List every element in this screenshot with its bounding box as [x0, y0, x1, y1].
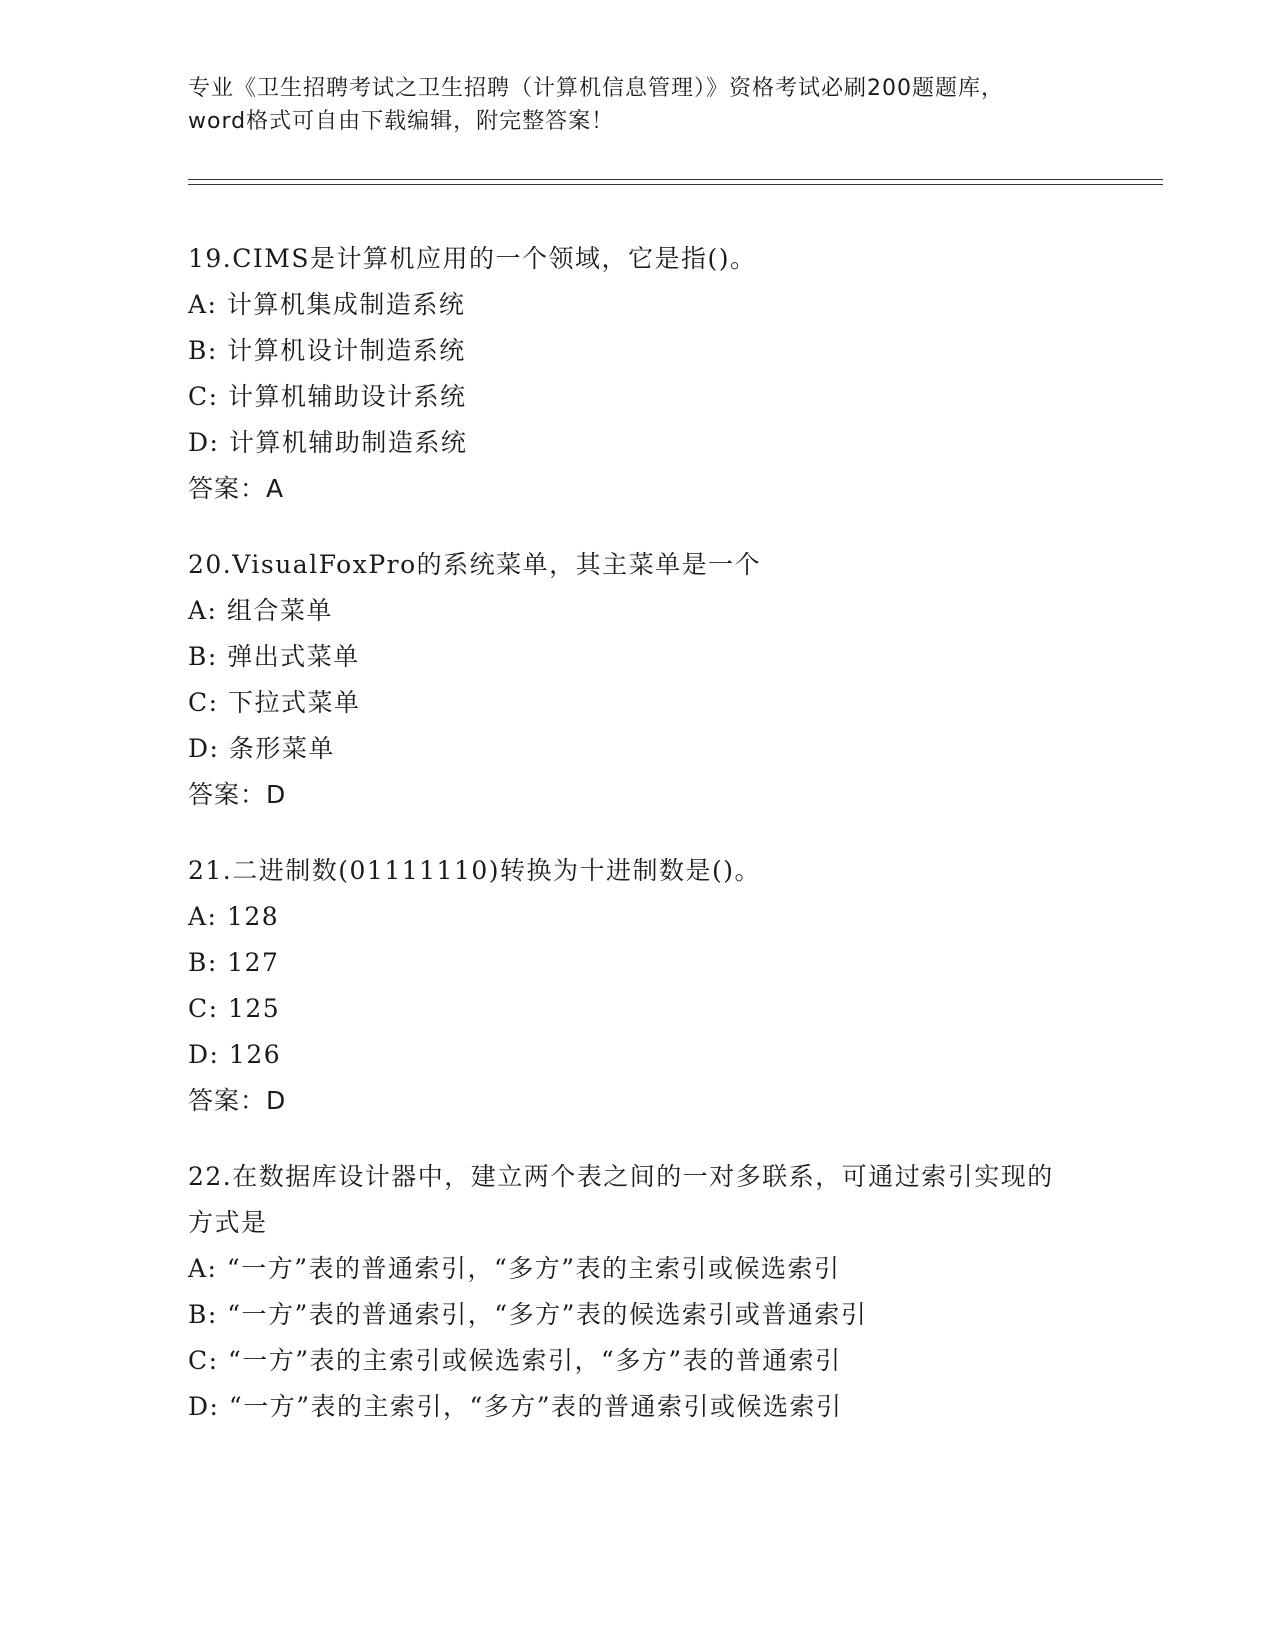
option-c: C: 计算机辅助设计系统 [188, 382, 467, 411]
option-c: C: “一方”表的主索引或候选索引，“多方”表的普通索引 [188, 1346, 842, 1375]
option-d: D: “一方”表的主索引，“多方”表的普通索引或候选索引 [188, 1392, 843, 1421]
question-stem: 19.CIMS是计算机应用的一个领域，它是指()。 [188, 244, 757, 273]
option-c: C: 下拉式菜单 [188, 688, 361, 717]
option-a: A: “一方”表的普通索引，“多方”表的主索引或候选索引 [188, 1254, 841, 1283]
option-d: D: 计算机辅助制造系统 [188, 428, 468, 457]
answer-line: 答案：D [188, 1086, 287, 1115]
question-stem: 22.在数据库设计器中，建立两个表之间的一对多联系，可通过索引实现的方式是 [188, 1162, 1054, 1237]
option-b: B: 127 [188, 948, 280, 977]
header-line-2: word格式可自由下载编辑，附完整答案！ [188, 109, 615, 134]
question-stem: 20.VisualFoxPro的系统菜单，其主菜单是一个 [188, 550, 762, 579]
header-line-1: 专业《卫生招聘考试之卫生招聘（计算机信息管理）》资格考试必刷200题题库， [188, 76, 1004, 101]
option-c: C: 125 [188, 994, 281, 1023]
answer-line: 答案：A [188, 474, 285, 503]
option-d: D: 条形菜单 [188, 734, 335, 763]
option-a: A: 128 [188, 902, 280, 931]
answer-line: 答案：D [188, 780, 287, 809]
document-header [188, 72, 1088, 138]
option-b: B: “一方”表的普通索引，“多方”表的候选索引或普通索引 [188, 1300, 868, 1329]
question-19 [188, 236, 1088, 512]
header-divider-bottom [188, 184, 1163, 185]
question-21 [188, 848, 1088, 1124]
question-20 [188, 542, 1088, 818]
option-a: A: 组合菜单 [188, 596, 333, 625]
header-divider-top [188, 179, 1163, 180]
question-22 [188, 1154, 1088, 1430]
option-b: B: 弹出式菜单 [188, 642, 360, 671]
option-a: A: 计算机集成制造系统 [188, 290, 466, 319]
question-list [188, 236, 1088, 1460]
question-stem: 21.二进制数(01111110)转换为十进制数是()。 [188, 856, 762, 885]
option-d: D: 126 [188, 1040, 282, 1069]
option-b: B: 计算机设计制造系统 [188, 336, 466, 365]
